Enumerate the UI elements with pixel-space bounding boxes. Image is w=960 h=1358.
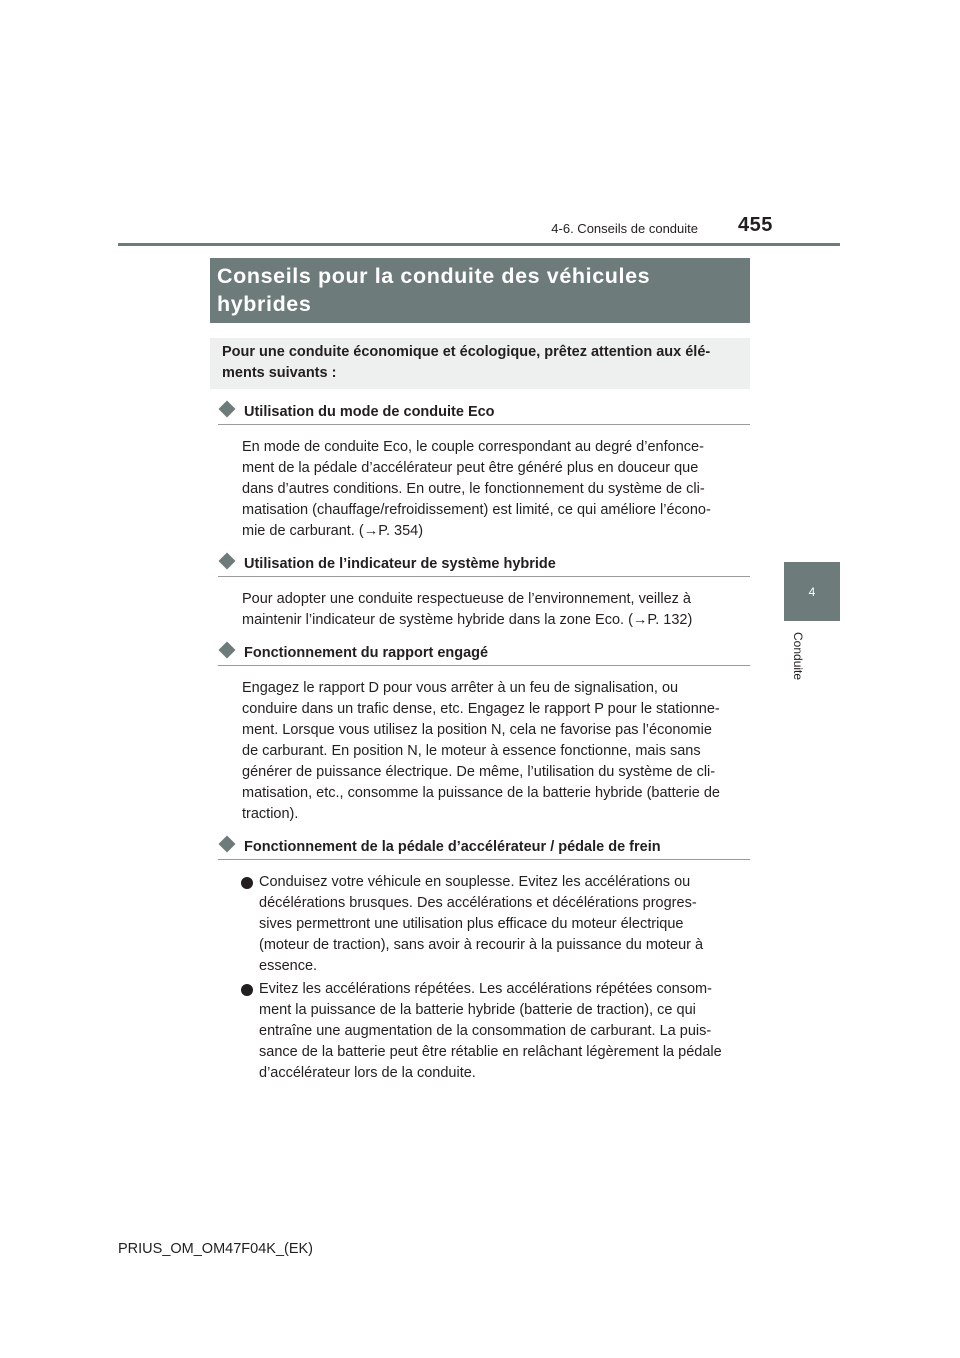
- text-line: Conduisez votre véhicule en souplesse. Evitez les accélérations ou: [259, 874, 691, 890]
- section-body-hybrid-indicator: [242, 589, 744, 631]
- round-bullet-icon: [241, 984, 253, 996]
- text-line: conduire dans un trafic dense, etc. Engagez le rapport P pour le stationne-: [242, 701, 720, 717]
- text-line: Engagez le rapport D pour vous arrêter à un feu de signalisation, ou: [242, 680, 679, 696]
- text-line: matisation, etc., consomme la puissance de la batterie hybride (batterie de: [242, 785, 720, 801]
- text-line: décélérations brusques. Des accélérations et décélérations progres-: [259, 895, 697, 911]
- section-heading-text: Fonctionnement du rapport engagé: [244, 645, 489, 661]
- text-line: mie de carburant. (→P. 354): [242, 523, 424, 539]
- text-line: de carburant. En position N, le moteur à essence fonctionne, mais sans: [242, 743, 701, 759]
- text-line: Evitez les accélérations répétées. Les accélérations répétées consom-: [259, 981, 712, 997]
- text-line: matisation (chauffage/refroidissement) est limité, ce qui améliore l’écono-: [242, 502, 711, 518]
- text-line: d’accélérateur lors de la conduite.: [259, 1065, 476, 1081]
- page-title: [210, 258, 750, 323]
- page-title-line: Conseils pour la conduite des véhicules: [217, 264, 651, 288]
- text-line: Pour adopter une conduite respectueuse de l’environnement, veillez à: [242, 591, 691, 607]
- text-line: maintenir l’indicateur de système hybride dans la zone Eco. (→P. 132): [242, 612, 693, 628]
- list-item: [241, 872, 744, 977]
- chapter-tab: [784, 562, 840, 621]
- document-code: PRIUS_OM_OM47F04K_(EK): [118, 1241, 314, 1257]
- section-heading-hybrid-indicator: [218, 556, 750, 577]
- section-heading-text: Utilisation du mode de conduite Eco: [244, 404, 495, 420]
- section-heading-pedals: [218, 839, 750, 860]
- header-rule: [118, 243, 840, 246]
- text-line: entraîne une augmentation de la consommation de carburant. La puis-: [259, 1023, 712, 1039]
- section-heading-text: Fonctionnement de la pédale d’accélérateur / pédale de frein: [244, 839, 661, 855]
- round-bullet-icon: [241, 877, 253, 889]
- section-heading-gear-position: [218, 645, 750, 666]
- text-line: générer de puissance électrique. De même, l’utilisation du système de cli-: [242, 764, 716, 780]
- list-item-text: [259, 979, 744, 1084]
- text-line: dans d’autres conditions. En outre, le fonctionnement du système de cli-: [242, 481, 705, 497]
- text-line: En mode de conduite Eco, le couple correspondant au degré d’enfonce-: [242, 439, 704, 455]
- section-heading-text: Utilisation de l’indicateur de système hybride: [244, 556, 556, 572]
- text-line: ment de la pédale d’accélérateur peut être généré plus en douceur que: [242, 460, 699, 476]
- text-line: sives permettront une utilisation plus efficace du moteur électrique: [259, 916, 684, 932]
- diamond-bullet-icon: [219, 553, 236, 570]
- text-line: traction).: [242, 806, 299, 822]
- section-reference: 4-6. Conseils de conduite: [551, 221, 698, 236]
- text-line: (moteur de traction), sans avoir à recourir à la puissance du moteur à: [259, 937, 704, 953]
- text-line: ment la puissance de la batterie hybride (batterie de traction), ce qui: [259, 1002, 696, 1018]
- page-number: 455: [738, 214, 773, 236]
- diamond-bullet-icon: [219, 836, 236, 853]
- page-title-line: hybrides: [217, 292, 312, 316]
- diamond-bullet-icon: [219, 401, 236, 418]
- list-item: [241, 979, 744, 1084]
- section-body-eco-mode: [242, 437, 744, 542]
- diamond-bullet-icon: [219, 642, 236, 659]
- intro-line: Pour une conduite économique et écologique, prêtez attention aux élé-: [222, 344, 711, 360]
- intro-box: [210, 338, 750, 389]
- text-line: essence.: [259, 958, 318, 974]
- main-content: [218, 404, 750, 1086]
- chapter-label: Conduite: [791, 632, 805, 681]
- intro-line: ments suivants :: [222, 365, 337, 381]
- chapter-number: 4: [808, 584, 816, 599]
- text-line: sance de la batterie peut être rétablie en relâchant légèrement la pédale: [259, 1044, 722, 1060]
- section-heading-eco-mode: [218, 404, 750, 425]
- text-line: ment. Lorsque vous utilisez la position N, cela ne favorise pas l’économie: [242, 722, 712, 738]
- list-item-text: [259, 872, 744, 977]
- section-body-gear-position: [242, 678, 744, 825]
